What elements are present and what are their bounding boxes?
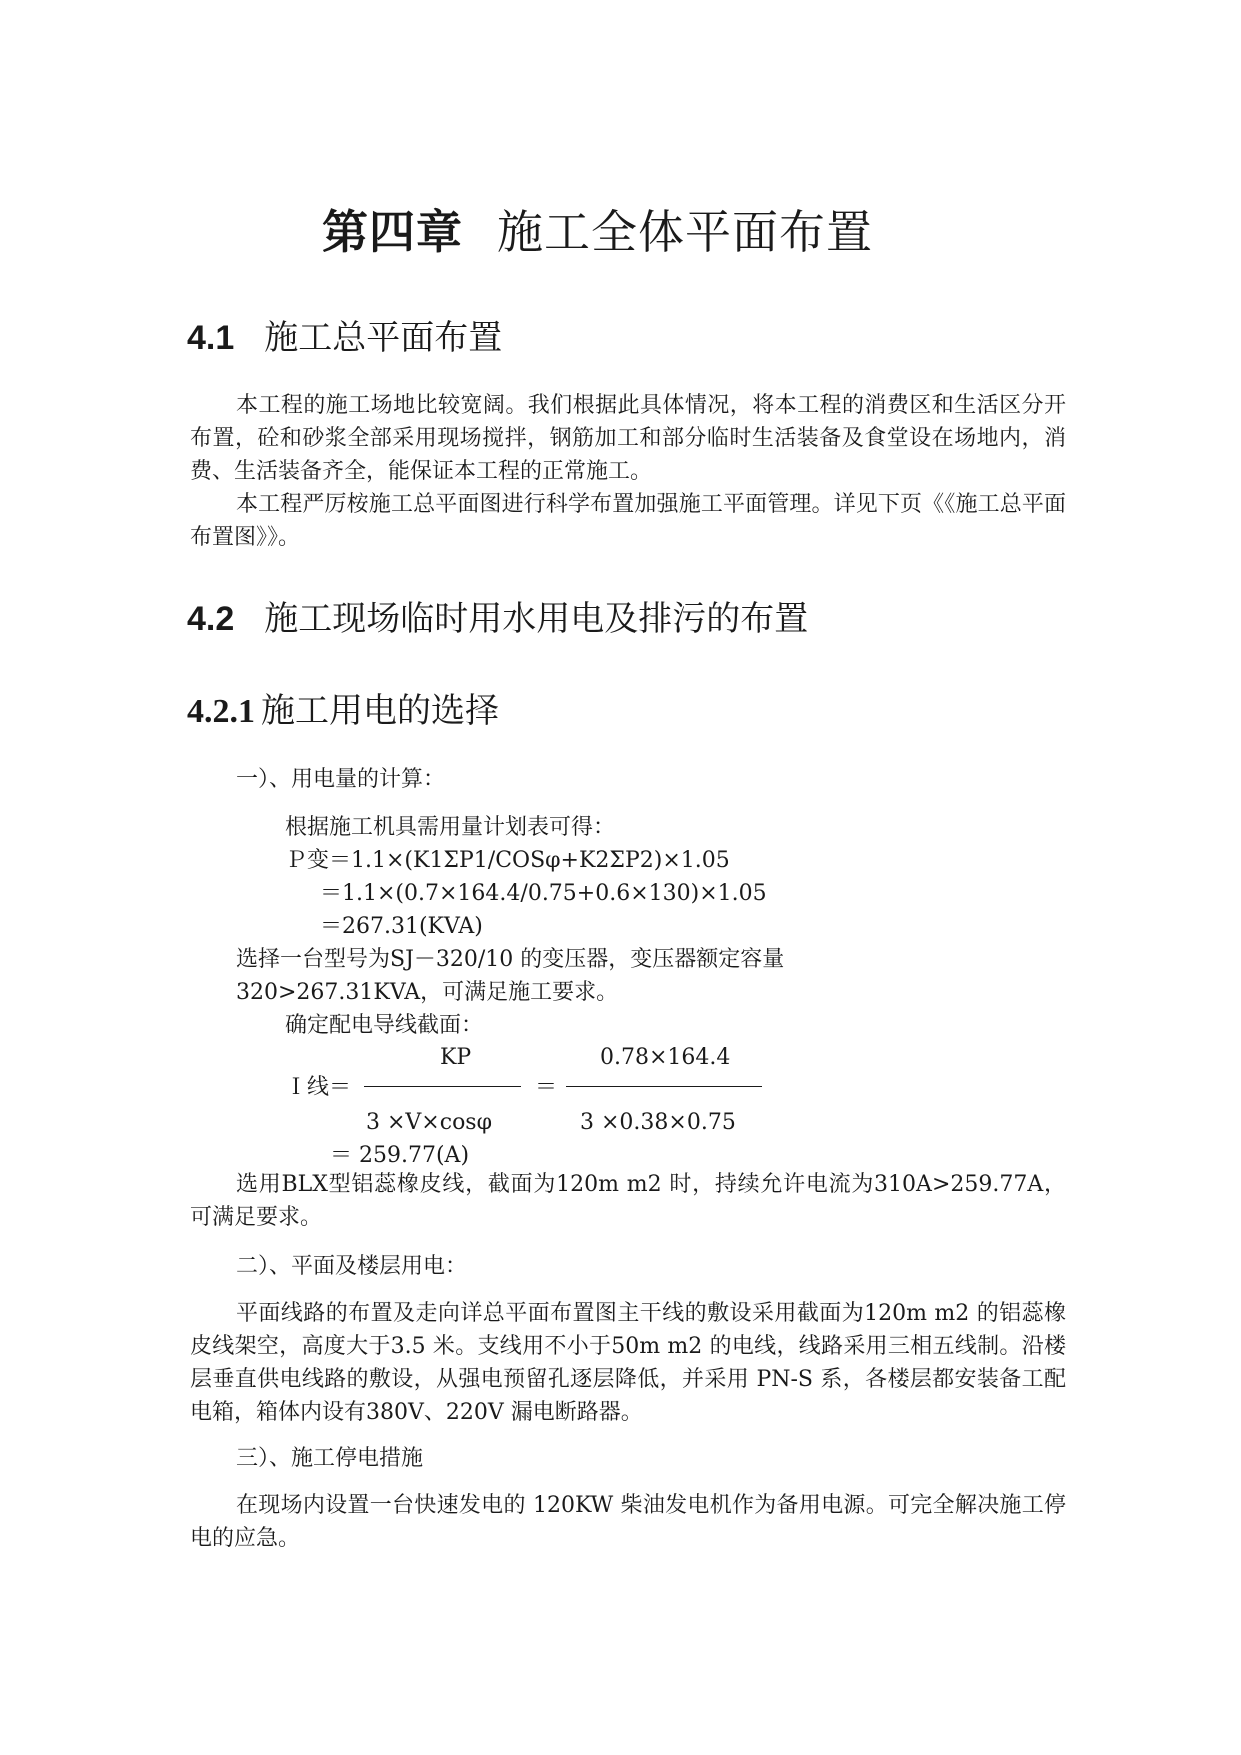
formula-lhs: Ｉ线＝ <box>285 1075 352 1100</box>
chapter-title-text: 施工全体平面布置 <box>497 205 873 259</box>
calc-line-4: ＝267.31(KVA) <box>320 914 483 939</box>
formula-denominator-right: 3 ×0.38×0.75 <box>580 1110 736 1135</box>
chapter-title <box>322 196 873 262</box>
chapter-number: 第四章 <box>322 205 463 259</box>
fraction-bar-left <box>364 1086 521 1087</box>
calc-line-6: 320>267.31KVA，可满足施工要求。 <box>236 980 619 1005</box>
sub2-heading: 二）、平面及楼层用电： <box>236 1254 468 1279</box>
calc-line-3: ＝1.1×(0.7×164.4/0.75+0.6×130)×1.05 <box>320 881 767 906</box>
calc-line-1: 根据施工机具需用量计划表可得： <box>285 815 616 840</box>
calc-line-2: Ｐ变＝1.1×(K1ΣP1/COSφ+K2ΣP2)×1.05 <box>285 848 730 873</box>
section-4-1-heading <box>187 310 502 359</box>
calc-line-5: 选择一台型号为SJ－320/10 的变压器，变压器额定容量 <box>236 947 785 972</box>
subsection-number: 4.2.1 <box>187 693 255 730</box>
fraction-bar-right <box>566 1086 762 1087</box>
subsection-title: 施工用电的选择 <box>261 691 499 731</box>
section-4-2-heading <box>187 591 808 640</box>
section-number: 4.2 <box>187 600 235 638</box>
section-title: 施工现场临时用水用电及排污的布置 <box>264 599 809 639</box>
section-4-2-1-heading <box>187 683 499 732</box>
sub3-paragraph: 在现场内设置一台快速发电的 120KW 柴油发电机作为备用电源。可完全解决施工停电的应急。 <box>190 1493 1066 1551</box>
formula-numerator-left: KP <box>440 1045 472 1070</box>
sub1-heading: 一）、用电量的计算： <box>236 767 446 792</box>
formula-numerator-right: 0.78×164.4 <box>600 1045 731 1070</box>
formula-denominator-left: 3 ×V×cosφ <box>366 1110 493 1135</box>
sub1-conclusion: 选用BLX型铝蕊橡皮线，截面为120m m2 时，持续允许电流为310A>259.77A，可满足要求。 <box>190 1172 1066 1230</box>
formula-result: ＝ 259.77(A) <box>330 1143 470 1168</box>
sub3-heading: 三）、施工停电措施 <box>236 1446 424 1471</box>
section-number: 4.1 <box>187 319 235 357</box>
calc-line-7: 确定配电导线截面： <box>285 1013 484 1038</box>
sub2-paragraph: 平面线路的布置及走向详总平面布置图主干线的敷设采用截面为120m m2 的铝蕊橡皮线架空，高度大于3.5 米。支线用不小于50m m2 的电线，线路采用三相五线制。沿楼层垂直供电线路的敷设，从强电预留孔逐层降低，并采用 PN-S 系，各楼层都安装备工配电箱，箱体内设有380V、220V 漏电断路器。 <box>190 1301 1066 1425</box>
formula-equals: ＝ <box>535 1075 558 1100</box>
section-4-1-paragraph-1: 本工程的施工场地比较宽阔。我们根据此具体情况，将本工程的消费区和生活区分开布置，砼和砂浆全部采用现场搅拌，钢筋加工和部分临时生活装备及食堂设在场地内，消费、生活装备齐全，能保证本工程的正常施工。 <box>190 393 1066 484</box>
section-4-1-paragraph-2: 本工程严厉桉施工总平面图进行科学布置加强施工平面管理。详见下页《《施工总平面布置图》》。 <box>190 492 1066 550</box>
section-title: 施工总平面布置 <box>264 318 503 358</box>
